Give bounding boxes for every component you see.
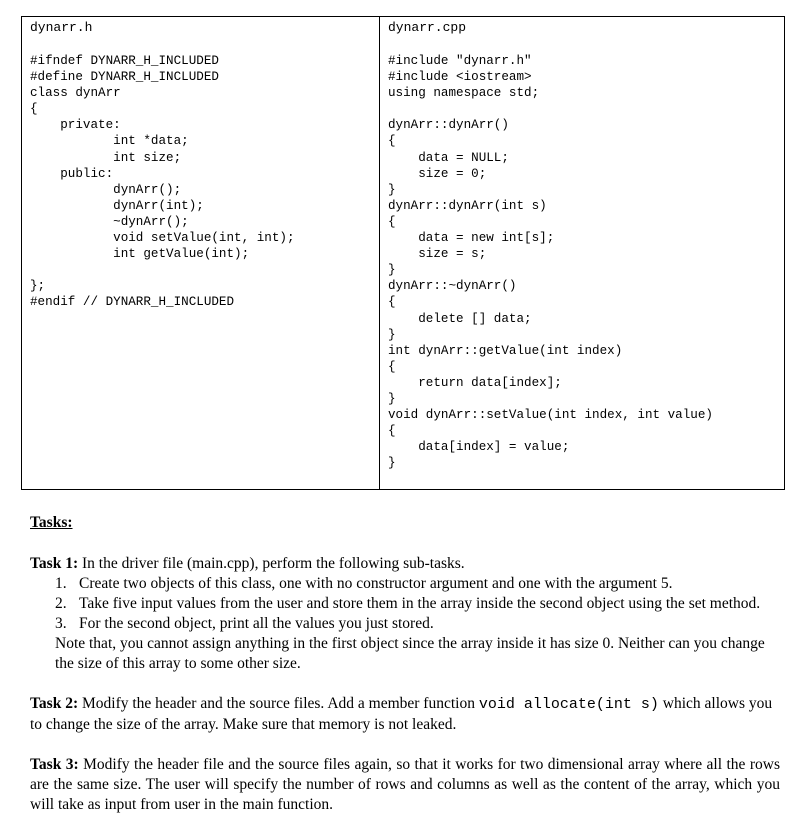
task-1-title: Task 1:: [30, 555, 79, 572]
source-file-code: [388, 53, 713, 471]
task-1-intro-text: In the driver file (main.cpp), perform the following sub-tasks.: [81, 555, 465, 572]
code-line: {: [388, 359, 396, 374]
source-file-title: dynarr.cpp: [388, 20, 467, 35]
code-line: int dynArr::getValue(int index): [388, 343, 623, 358]
code-line: dynArr(int);: [30, 198, 204, 213]
tasks-heading: Tasks:: [30, 514, 73, 531]
task-3-title: Task 3:: [30, 756, 79, 773]
subtask-text: Create two objects of this class, one with no constructor argument and one with the argument 5.: [79, 575, 673, 592]
code-line: {: [388, 214, 396, 229]
code-line: dynArr::~dynArr(): [388, 279, 517, 294]
code-line: delete [] data;: [388, 311, 532, 326]
code-line: int *data;: [30, 134, 189, 149]
task-2-code: void allocate(int s): [478, 696, 659, 713]
task-3-text: Modify the header file and the source files again, so that it works for two dimensional array where all the rows are the same size. The user will specify the number of rows and columns as well as the content of the array, which you will take as input from user in the main function.: [30, 756, 780, 813]
task-1: [30, 554, 780, 674]
code-line: dynArr::dynArr(): [388, 118, 509, 133]
task-1-subtasks: [30, 574, 780, 634]
code-line: };: [30, 279, 46, 294]
header-file-title: dynarr.h: [30, 20, 93, 35]
code-line: data[index] = value;: [388, 440, 570, 455]
code-line: }: [388, 391, 396, 406]
code-line: size = s;: [388, 247, 487, 262]
task-1-intro: [30, 554, 780, 574]
code-line: {: [30, 102, 38, 117]
code-line: #define DYNARR_H_INCLUDED: [30, 70, 219, 85]
code-line: [388, 101, 713, 117]
code-line: int size;: [30, 150, 182, 165]
subtask-number: 2.: [55, 595, 67, 612]
task-1-note: Note that, you cannot assign anything in the first object since the array inside it has size 0. Neither can you change the size of this array to some other size.: [55, 635, 765, 672]
subtask-text: For the second object, print all the values you just stored.: [79, 615, 434, 632]
task-2-text-after: which allows you to change the size of the array. Make sure that memory is not leaked.: [30, 695, 773, 733]
code-line: size = 0;: [388, 166, 487, 181]
code-line: {: [388, 424, 396, 439]
code-line: public:: [30, 166, 114, 181]
subtask-number: 1.: [55, 575, 67, 592]
code-line: dynArr::dynArr(int s): [388, 198, 547, 213]
code-line: data = new int[s];: [388, 231, 555, 246]
code-table: [21, 16, 785, 490]
tasks-section: [30, 513, 780, 815]
code-line: #endif // DYNARR_H_INCLUDED: [30, 295, 235, 310]
code-line: private:: [30, 118, 121, 133]
code-line: return data[index];: [388, 375, 562, 390]
header-file-code: [30, 53, 295, 311]
code-line: void dynArr::setValue(int index, int value): [388, 408, 713, 423]
code-line: #include "dynarr.h": [388, 54, 532, 68]
task-2-title: Task 2:: [30, 695, 79, 712]
code-line: int getValue(int);: [30, 247, 250, 262]
subtask-item: [30, 594, 780, 614]
subtask-item: [30, 614, 780, 634]
code-line: }: [388, 182, 396, 197]
code-line: }: [388, 327, 396, 342]
code-line: #ifndef DYNARR_H_INCLUDED: [30, 54, 219, 68]
code-line: {: [388, 134, 396, 149]
code-line: [30, 262, 295, 278]
subtask-item: [30, 574, 780, 594]
code-line: {: [388, 295, 396, 310]
code-line: ~dynArr();: [30, 214, 189, 229]
code-line: using namespace std;: [388, 86, 540, 101]
code-line: }: [388, 456, 396, 471]
header-file-column: [22, 17, 380, 489]
task-2-text-before: Modify the header and the source files. Add a member function: [81, 695, 475, 712]
code-line: data = NULL;: [388, 150, 509, 165]
code-line: void setValue(int, int);: [30, 231, 295, 246]
task-3: [30, 755, 780, 815]
subtask-text: Take five input values from the user and store them in the array inside the second object using the set method.: [79, 595, 761, 612]
task-2: [30, 694, 780, 735]
subtask-number: 3.: [55, 615, 67, 632]
source-file-column: [380, 17, 784, 489]
code-line: }: [388, 263, 396, 278]
code-line: class dynArr: [30, 86, 121, 101]
code-line: dynArr();: [30, 182, 182, 197]
code-line: #include <iostream>: [388, 70, 532, 85]
